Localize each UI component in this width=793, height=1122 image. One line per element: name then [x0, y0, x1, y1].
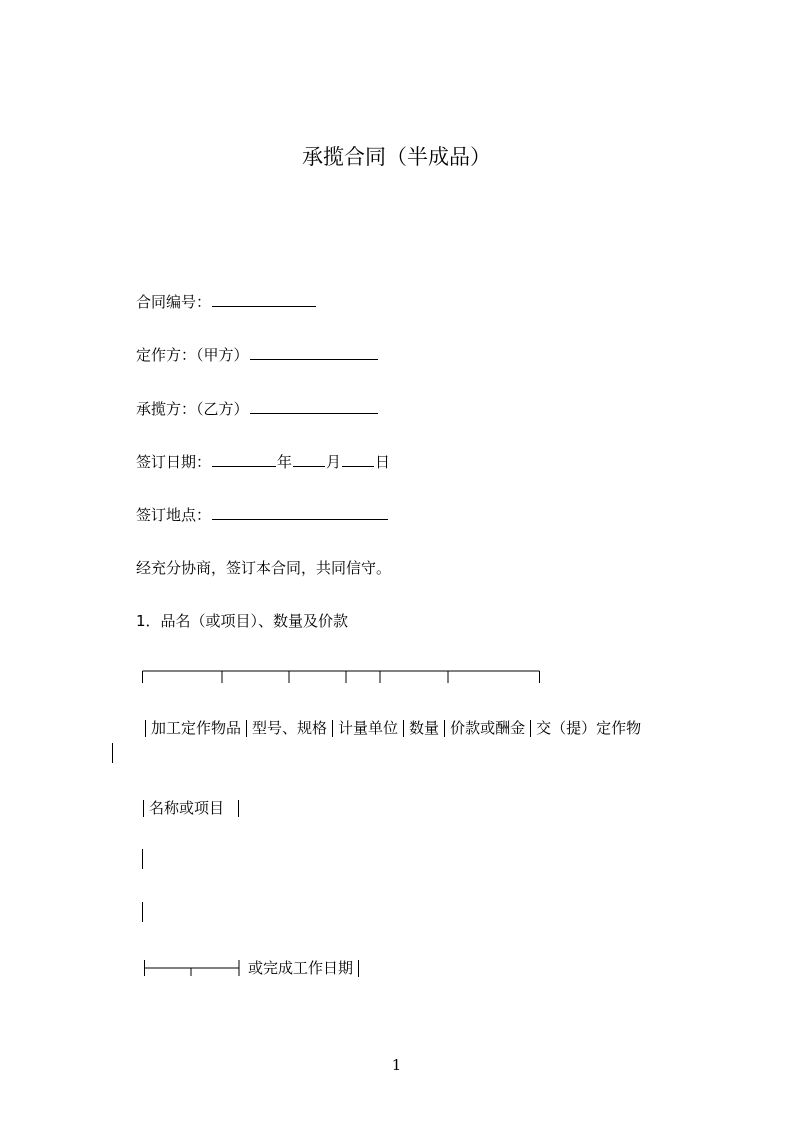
day-blank	[342, 451, 374, 467]
table-header-cell: 型号、规格	[252, 719, 328, 737]
day-label: 日	[375, 453, 391, 471]
year-label: 年	[277, 453, 293, 471]
table-header-cell: 计量单位	[338, 719, 399, 737]
table-mid-rule	[142, 960, 242, 976]
section-1-heading: 1．品名（或项目）、数量及价款	[136, 612, 349, 630]
sign-place-line	[136, 504, 389, 525]
intro-paragraph: 经充分协商，签订本合同，共同信守。	[136, 559, 392, 577]
ordering-party-blank	[250, 344, 378, 360]
col-divider	[143, 800, 144, 817]
empty-row-divider	[142, 902, 143, 922]
contract-number-label: 合同编号：	[136, 293, 212, 311]
page-number: 1	[391, 1056, 402, 1074]
document-title: 承揽合同（半成品）	[302, 145, 491, 169]
col-divider	[444, 720, 445, 737]
empty-row-divider	[142, 849, 143, 869]
col-divider	[403, 720, 404, 737]
contract-number-blank	[212, 291, 316, 307]
col-divider	[530, 720, 531, 737]
table-header-cell: 数量	[409, 719, 440, 737]
contractor-line	[136, 398, 379, 419]
table-header-cell: 加工定作物品	[151, 719, 242, 737]
sign-date-label: 签订日期：	[136, 453, 212, 471]
col-divider	[332, 720, 333, 737]
ordering-party-label: 定作方：（甲方）	[136, 346, 249, 364]
table-footer-cell: 或完成工作日期	[248, 959, 354, 977]
col-divider	[246, 720, 247, 737]
table-header-cell: 价款或酬金	[450, 719, 526, 737]
table-footer-row	[248, 958, 364, 978]
contract-number-line	[136, 291, 317, 312]
contractor-label: 承揽方：（乙方）	[136, 400, 249, 418]
sign-place-blank	[212, 504, 388, 520]
table-header-row	[140, 718, 641, 738]
year-blank	[212, 451, 276, 467]
month-blank	[293, 451, 325, 467]
row-wrap-divider	[112, 743, 113, 763]
table-subheader-cell: 名称或项目	[149, 799, 225, 817]
month-label: 月	[326, 453, 342, 471]
table-subheader-row	[138, 798, 244, 818]
table-header-cell: 交（提）定作物	[536, 719, 642, 737]
col-divider	[358, 960, 359, 977]
sign-place-label: 签订地点：	[136, 506, 212, 524]
col-divider	[145, 720, 146, 737]
ordering-party-line	[136, 344, 379, 365]
sign-date-line	[136, 451, 390, 472]
contractor-blank	[250, 398, 378, 414]
table-top-rule	[142, 670, 540, 684]
col-divider	[238, 800, 239, 817]
